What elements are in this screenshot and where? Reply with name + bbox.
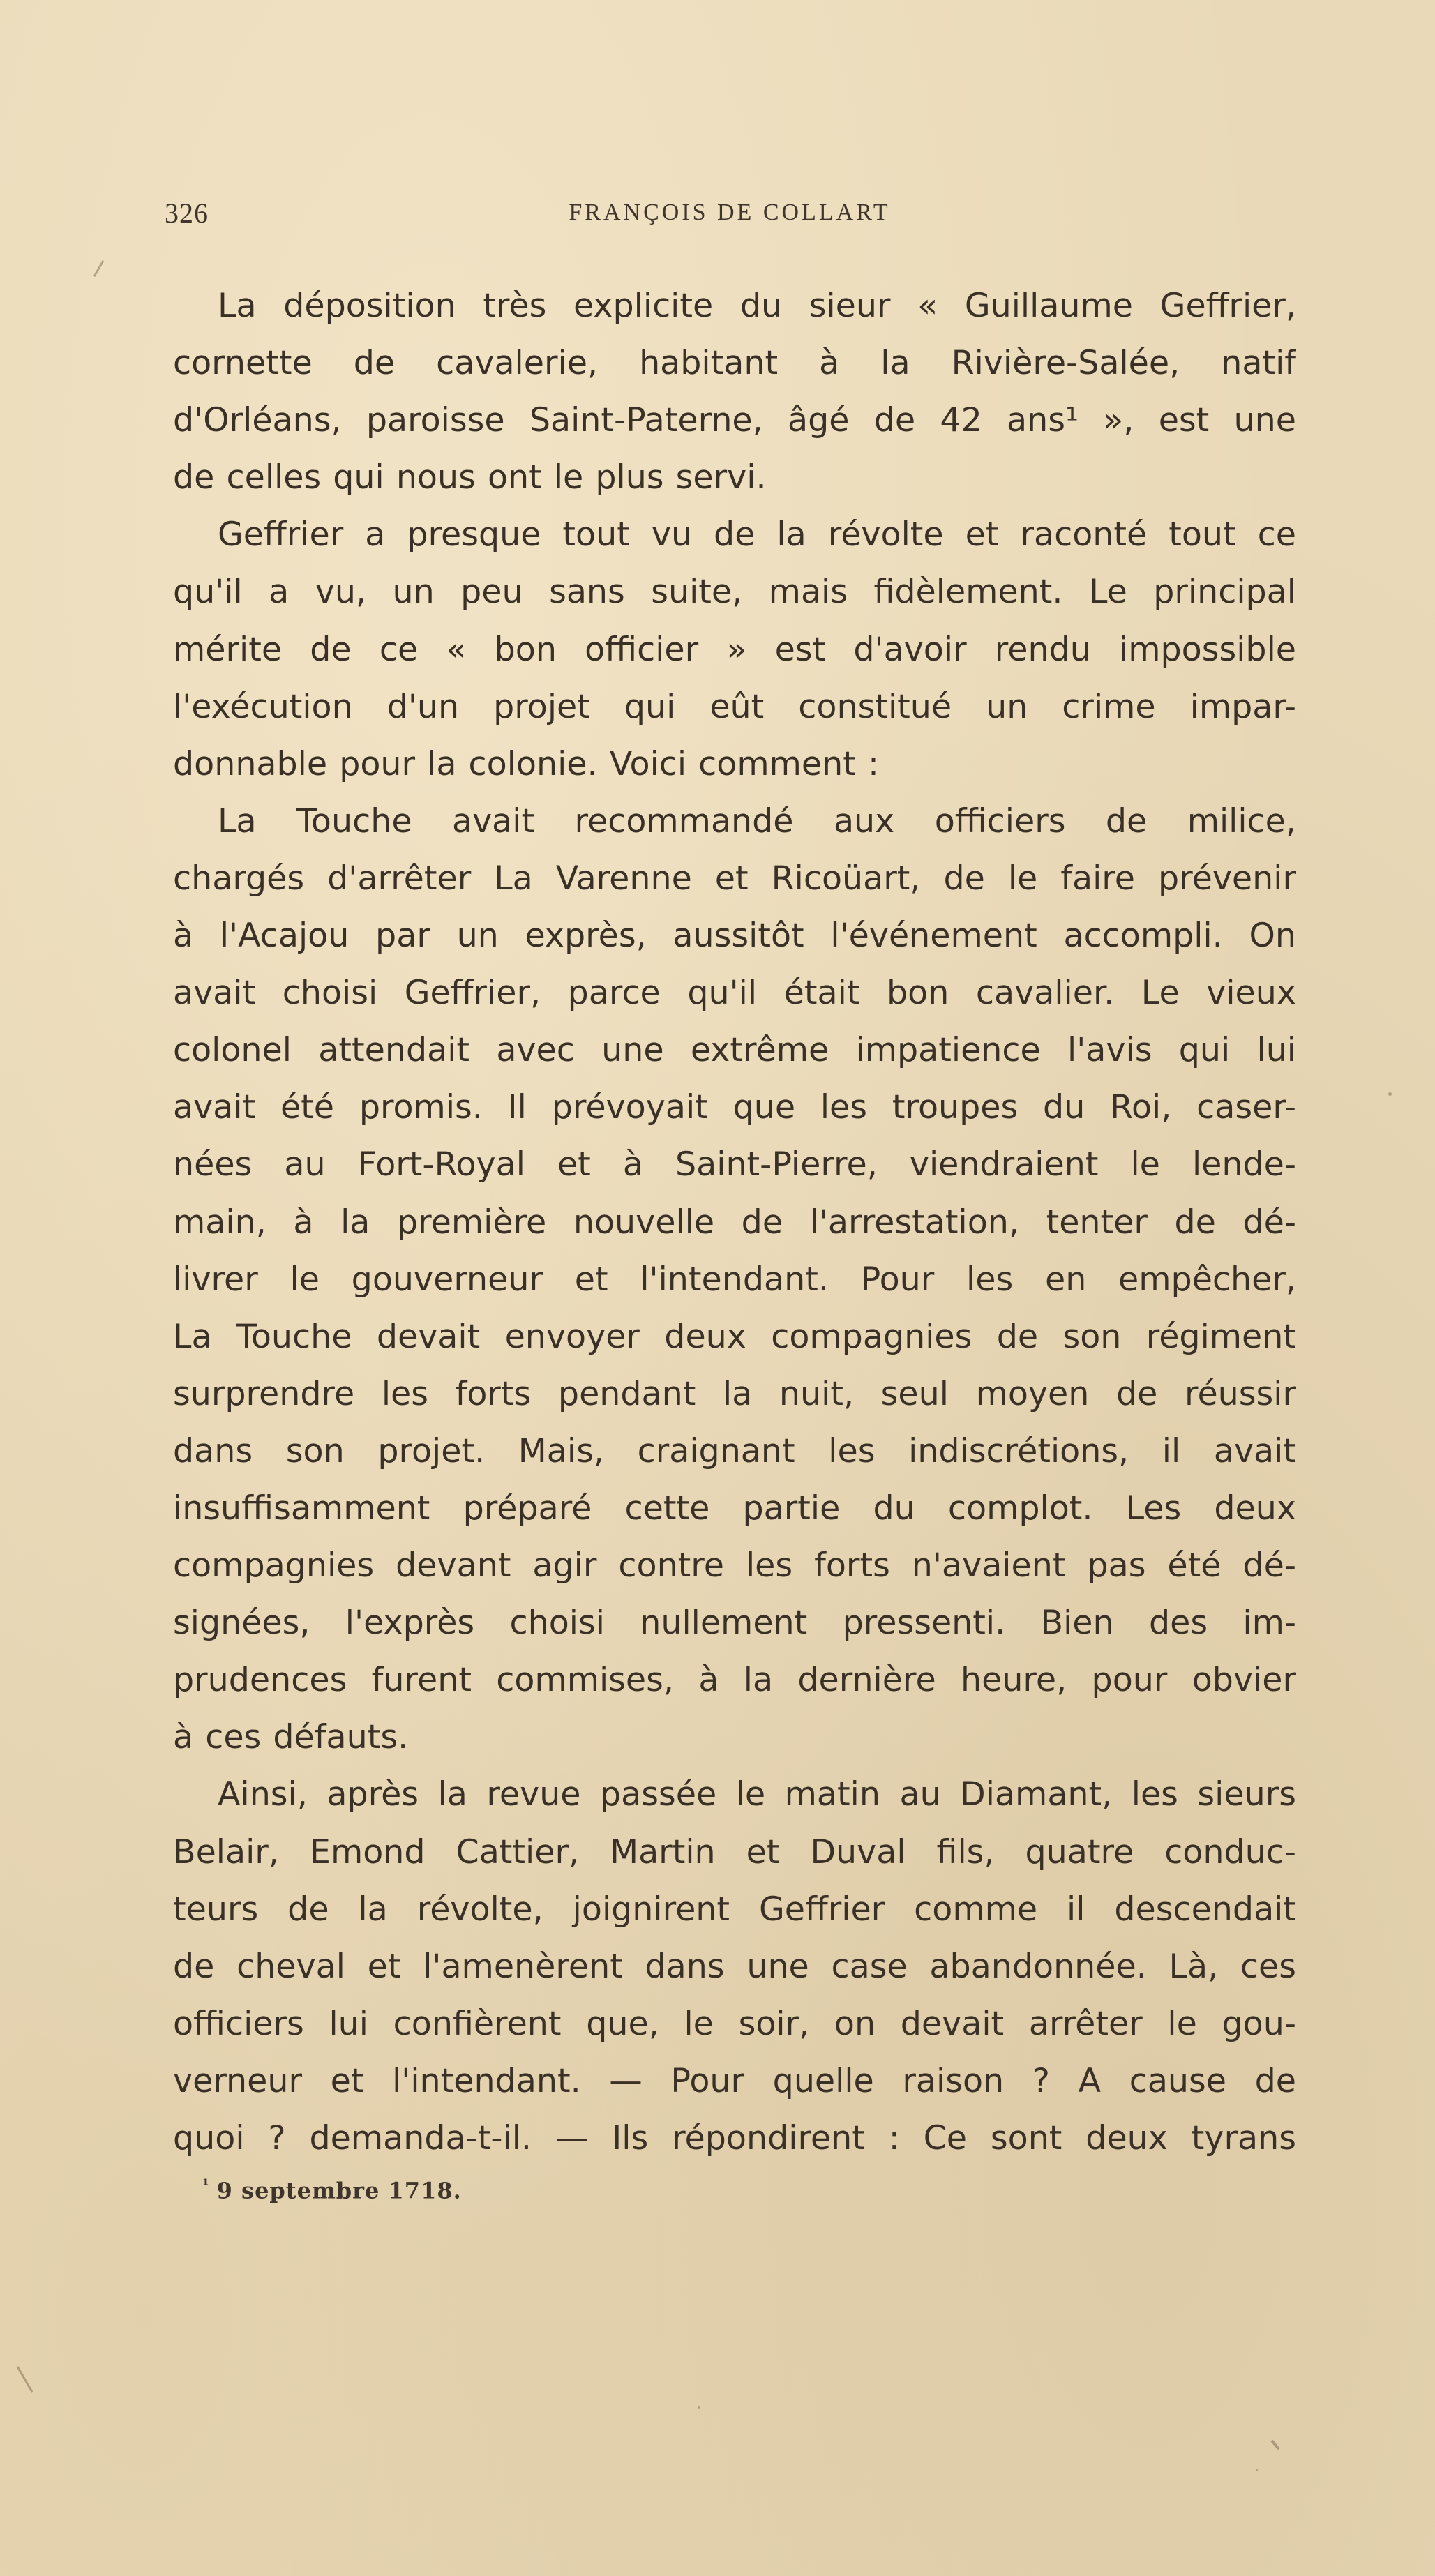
text-line: de cheval et l'amenèrent dans une case abandonnée. Là, ces	[173, 1947, 1296, 1986]
paper-speck	[1256, 2469, 1258, 2471]
footnote-mark: ¹	[202, 2176, 210, 2194]
text-line: Ainsi, après la revue passée le matin au Diamant, les sieurs	[218, 1775, 1296, 1814]
text-line: La Touche devait envoyer deux compagnies de son régiment	[173, 1317, 1296, 1356]
text-line: d'Orléans, paroisse Saint-Paterne, âgé de 42 ans¹ », est une	[173, 401, 1296, 440]
paper-speck	[698, 2406, 700, 2409]
page-number: 326	[165, 197, 209, 229]
text-line: nées au Fort-Royal et à Saint-Pierre, viendraient le lende-	[173, 1145, 1296, 1184]
body-text	[173, 278, 1296, 2167]
paper-speck	[17, 2366, 33, 2393]
text-line: qu'il a vu, un peu sans suite, mais fidèlement. Le principal	[173, 573, 1296, 612]
text-line: officiers lui confièrent que, le soir, on devait arrêter le gou-	[173, 2004, 1296, 2043]
text-line: à l'Acajou par un exprès, aussitôt l'événement accompli. On	[173, 917, 1296, 956]
running-title: FRANÇOIS DE COLLART	[569, 199, 891, 225]
paragraph-3	[173, 793, 1296, 1767]
text-line: Belair, Emond Cattier, Martin et Duval fils, quatre conduc-	[173, 1832, 1296, 1871]
running-head	[165, 197, 1295, 239]
text-line: chargés d'arrêter La Varenne et Ricoüart, de le faire prévenir	[173, 859, 1296, 898]
text-line: verneur et l'intendant. — Pour quelle raison ? A cause de	[173, 2061, 1296, 2100]
text-line: La Touche avait recommandé aux officiers de milice,	[218, 801, 1296, 841]
text-line: de celles qui nous ont le plus servi.	[173, 458, 767, 497]
footnote-text: 9 septembre 1718.	[216, 2177, 462, 2204]
paper-speck	[93, 260, 105, 277]
paragraph-4	[173, 1766, 1296, 2167]
text-line: livrer le gouverneur et l'intendant. Pour les en empêcher,	[173, 1260, 1296, 1299]
text-line: signées, l'exprès choisi nullement pressenti. Bien des im-	[173, 1604, 1296, 1643]
text-line: avait choisi Geffrier, parce qu'il était bon cavalier. Le vieux	[173, 974, 1296, 1013]
text-line: mérite de ce « bon officier » est d'avoir rendu impossible	[173, 630, 1296, 669]
text-line: prudences furent commises, à la dernière heure, pour obvier	[173, 1661, 1296, 1700]
text-line: Geffrier a presque tout vu de la révolte et raconté tout ce	[218, 515, 1296, 555]
paper-speck	[1388, 1092, 1392, 1096]
text-line: compagnies devant agir contre les forts n'avaient pas été dé-	[173, 1546, 1296, 1585]
text-line: colonel attendait avec une extrême impatience l'avis qui lui	[173, 1031, 1296, 1070]
paper-speck	[1270, 2440, 1279, 2450]
text-line: avait été promis. Il prévoyait que les troupes du Roi, caser-	[173, 1088, 1296, 1127]
text-line: l'exécution d'un projet qui eût constitué un crime impar-	[173, 687, 1296, 726]
text-line: quoi ? demanda-t-il. — Ils répondirent : Ce sont deux tyrans	[173, 2119, 1296, 2157]
footnote	[202, 2176, 462, 2204]
paragraph-2	[173, 506, 1296, 792]
paragraph-1	[173, 278, 1296, 506]
text-line: cornette de cavalerie, habitant à la Rivière-Salée, natif	[173, 344, 1296, 383]
text-line: teurs de la révolte, joignirent Geffrier comme il descendait	[173, 1890, 1296, 1929]
text-line: main, à la première nouvelle de l'arrestation, tenter de dé-	[173, 1203, 1296, 1242]
text-line: donnable pour la colonie. Voici comment :	[173, 744, 879, 783]
text-line: dans son projet. Mais, craignant les indiscrétions, il avait	[173, 1431, 1296, 1470]
text-line: insuffisamment préparé cette partie du complot. Les deux	[173, 1489, 1296, 1528]
text-line: à ces défauts.	[173, 1718, 409, 1757]
text-line: La déposition très explicite du sieur « Guillaume Geffrier,	[218, 287, 1296, 325]
text-line: surprendre les forts pendant la nuit, seul moyen de réussir	[173, 1374, 1296, 1413]
